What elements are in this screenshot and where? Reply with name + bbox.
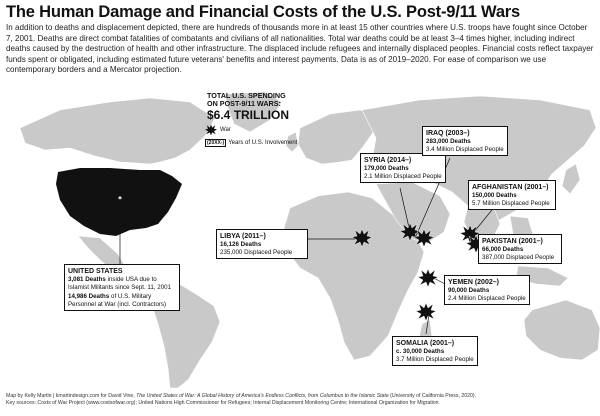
- country-box-libya: [216, 229, 308, 259]
- legend-years-label: Years of U.S. Involvement: [228, 140, 298, 146]
- country-header: PAKISTAN (2001–): [482, 238, 543, 245]
- country-header: SYRIA (2014–): [364, 157, 412, 164]
- north-america-landmass: [20, 98, 215, 164]
- australia-landmass: [524, 300, 600, 360]
- country-deaths: 90,000 Deaths: [448, 287, 490, 294]
- country-box-usa: [64, 264, 180, 311]
- country-box-yemen: [444, 275, 530, 305]
- credits-book-title: The United States of War: A Global History of America's Endless Conflicts, from Columbus to the Islamic State: [136, 393, 389, 399]
- war-explosion-icon: [205, 124, 217, 136]
- war-explosion-icon: [416, 303, 436, 321]
- map-title: The Human Damage and Financial Costs of the U.S. Post-9/11 Wars: [6, 3, 520, 21]
- country-deaths-detail: inside USA due to Islamist Militants since Sept. 11, 2001: [68, 276, 172, 291]
- usa-landmass: [56, 168, 182, 236]
- intro-text: In addition to deaths and displacement depicted, there are hundreds of thousands more in at least 15 other countries where U.S. troops have fought since October 7, 2001. Deaths are direct combat fatalities of combatants and civilians of all nationalities. Total war deaths could be at least 3–4 times higher, including indirect deaths caused by the destruction of health and other infrastructure. The displaced include refugees and internally displaced peoples. Financial costs reflect taxpayer funds spent or obligated, including estimated future veterans' benefits and interest payments. Data is as of 2019–2020. For ease of comparison we use contemporary borders and a Mercator projection.: [6, 23, 594, 75]
- country-deaths: 16,126 Deaths: [220, 241, 262, 248]
- credits-publisher: (University of California Press, 2020).: [388, 393, 477, 399]
- country-box-iraq: [422, 126, 508, 156]
- spending-amount: $6.4 TRILLION: [207, 108, 290, 122]
- country-box-afghanistan: [468, 180, 556, 210]
- country-header: YEMEN (2002–): [448, 279, 499, 286]
- credits-author: Map by Kelly Martin | kmartindesign.com for David Vine,: [6, 393, 137, 399]
- country-box-syria: [360, 153, 446, 183]
- country-header: SOMALIA (2001–): [396, 340, 455, 347]
- country-displaced: 387,000 Displaced People: [482, 253, 555, 261]
- map-credits: [6, 393, 596, 407]
- japan-landmass: [562, 164, 580, 194]
- country-displaced: 235,000 Displaced People: [220, 248, 293, 256]
- country-displaced: 2.4 Million Displaced People: [448, 294, 526, 302]
- country-deaths: 150,000 Deaths: [472, 192, 517, 199]
- spending-label-line2: ON POST-9/11 WARS:: [207, 99, 281, 108]
- legend-years-tag: (20XX-): [207, 140, 225, 146]
- legend: [205, 124, 325, 150]
- credits-sources: Key sources: Costs of War Project (www.costsofwar.org); United Nations High Commissioner for Refugees; Internal Displacement Monitoring Centre; International Organization for Migration: [6, 400, 439, 406]
- country-deaths: 14,986 Deaths: [68, 293, 110, 301]
- country-deaths: 3,081 Deaths: [68, 276, 106, 283]
- country-deaths-detail: of U.S. Military Personnel at War (incl. Contractors): [68, 293, 167, 308]
- country-header: AFGHANISTAN (2001–): [472, 184, 549, 191]
- legend-war-label: War: [220, 127, 231, 133]
- country-header: IRAQ (2003–): [426, 130, 470, 137]
- country-box-pakistan: [478, 234, 562, 264]
- spending-label: [207, 92, 289, 122]
- country-deaths: 179,000 Deaths: [364, 165, 409, 172]
- country-displaced: 3.7 Million Displaced People: [396, 355, 474, 363]
- country-header: LIBYA (2011–): [220, 233, 266, 240]
- country-header: UNITED STATES: [68, 268, 123, 275]
- country-box-somalia: [392, 336, 478, 366]
- country-displaced: 2.1 Million Displaced People: [364, 172, 442, 180]
- war-explosion-icon: [418, 269, 438, 287]
- country-deaths: c. 30,000 Deaths: [396, 348, 445, 355]
- country-displaced: 3.4 Million Displaced People: [426, 145, 504, 153]
- country-displaced: 5.7 Million Displaced People: [472, 199, 550, 207]
- country-deaths: 283,000 Deaths: [426, 138, 471, 145]
- spending-label-line1: TOTAL U.S. SPENDING: [207, 91, 286, 100]
- country-deaths: 66,000 Deaths: [482, 246, 524, 253]
